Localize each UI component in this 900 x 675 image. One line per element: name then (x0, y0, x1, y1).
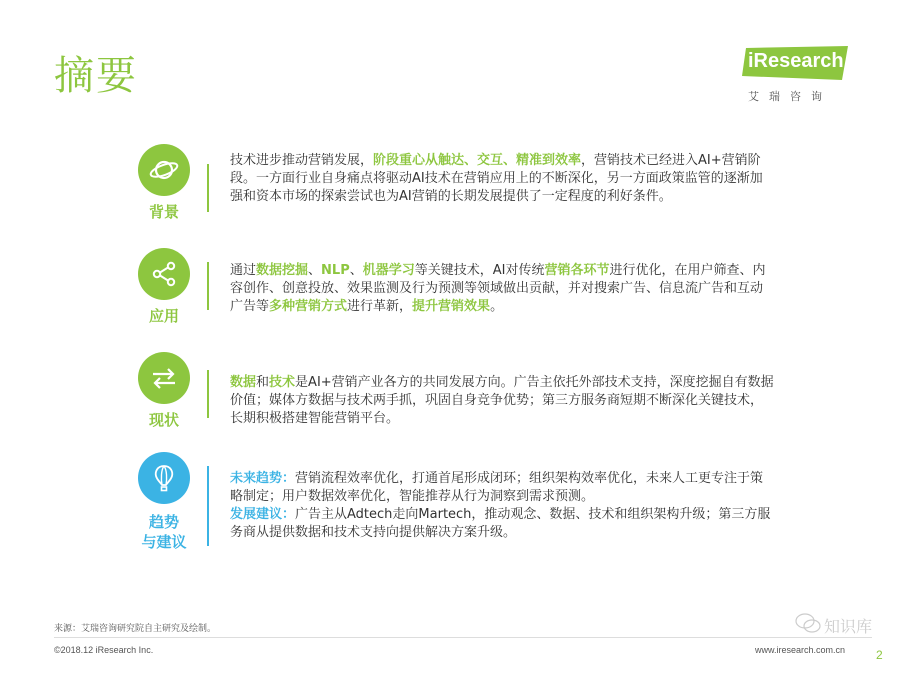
body-text: 、 (308, 263, 322, 278)
section-text (230, 152, 775, 206)
highlight-text: 多种营销方式 (269, 299, 348, 314)
body-text: 进行优化，在用户筛查、内容创作、创意投放、效果监测及行为预测等领域做出贡献，并对搜索广告、信息流广告和互动广告等 (230, 263, 766, 314)
logo-subtitle: 艾瑞咨询 (748, 90, 832, 103)
wechat-watermark-icon (795, 612, 821, 634)
body-text: 等关键技术，AI对传统 (414, 263, 545, 278)
hot-air-balloon-icon (138, 452, 190, 504)
body-text: ，营销技术已经进入AI+营销阶段。一方面行业自身痛点将驱动AI技术在营销应用上的不断深化，另一方面政策监管的逐渐加强和资本市场的探索尝试也为AI营销的长期发展提供了一定程度的利好条件。 (230, 153, 763, 204)
highlight-text: 提升营销效果 (412, 299, 491, 314)
section-background (130, 144, 770, 234)
section-divider (207, 164, 209, 212)
body-text: 、 (349, 263, 363, 278)
section-label: 现状 (148, 411, 179, 429)
footer-divider (54, 637, 872, 638)
section-label: 背景 (148, 203, 179, 221)
highlight-text: 数据挖掘 (256, 263, 309, 278)
page-number: 2 (876, 648, 883, 662)
body-text: 技术进步推动营销发展， (230, 153, 374, 168)
highlight-text: 未来趋势： (230, 471, 296, 486)
planet-icon (138, 144, 190, 196)
section-label: 应用 (148, 307, 179, 325)
body-text: 进行革新， (347, 299, 413, 314)
highlight-text: 数据 (230, 375, 257, 390)
section-status (130, 352, 774, 442)
copyright: ©2018.12 iResearch Inc. (54, 645, 154, 655)
watermark-text: 知识库 (824, 617, 873, 636)
body-text: 营销流程效率优化，打通首尾形成闭环；组织架构效率优化，未来人工更专注于策略制定；用户数据效率优化，智能推荐从行为洞察到需求预测。 (230, 471, 764, 504)
highlight-text: 营销各环节 (544, 263, 610, 278)
iresearch-logo (742, 40, 872, 110)
section-application (130, 248, 770, 338)
body-text: 是AI+营销产业各方的共同发展方向。广告主依托外部技术支持，深度挖掘自有数据价值；媒体方数据与技术两手抓，巩固自身竞争优势；第三方服务商短期不断深化关键技术，长期积极搭建智能营销平台。 (230, 375, 774, 426)
section-label: 趋势 与建议 (141, 513, 187, 551)
exchange-arrows-icon (138, 352, 190, 404)
body-text: 。 (490, 299, 504, 314)
body-text: 广告主从Adtech走向Martech，推动观念、数据、技术和组织架构升级；第三方服务商从提供数据和技术支持向提供解决方案升级。 (230, 507, 771, 540)
section-text (230, 470, 775, 542)
section-divider (207, 466, 209, 546)
highlight-text: 发展建议： (230, 507, 296, 522)
highlight-text: 阶段重心从触达、交互、精准到效率 (373, 153, 582, 168)
body-text: 和 (256, 375, 270, 390)
highlight-text: NLP (321, 263, 350, 278)
highlight-text: 机器学习 (362, 263, 415, 278)
section-divider (207, 370, 209, 418)
website-url: www.iresearch.com.cn (755, 645, 846, 655)
page-title: 摘要 (54, 53, 138, 99)
section-trend (130, 452, 770, 562)
section-text (230, 374, 775, 428)
share-icon (138, 248, 190, 300)
body-text: 通过 (230, 263, 257, 278)
section-divider (207, 262, 209, 310)
section-text (230, 262, 775, 316)
logo-text: iResearch (748, 50, 844, 72)
highlight-text: 技术 (269, 375, 296, 390)
source-note: 来源：艾瑞咨询研究院自主研究及绘制。 (54, 624, 217, 634)
